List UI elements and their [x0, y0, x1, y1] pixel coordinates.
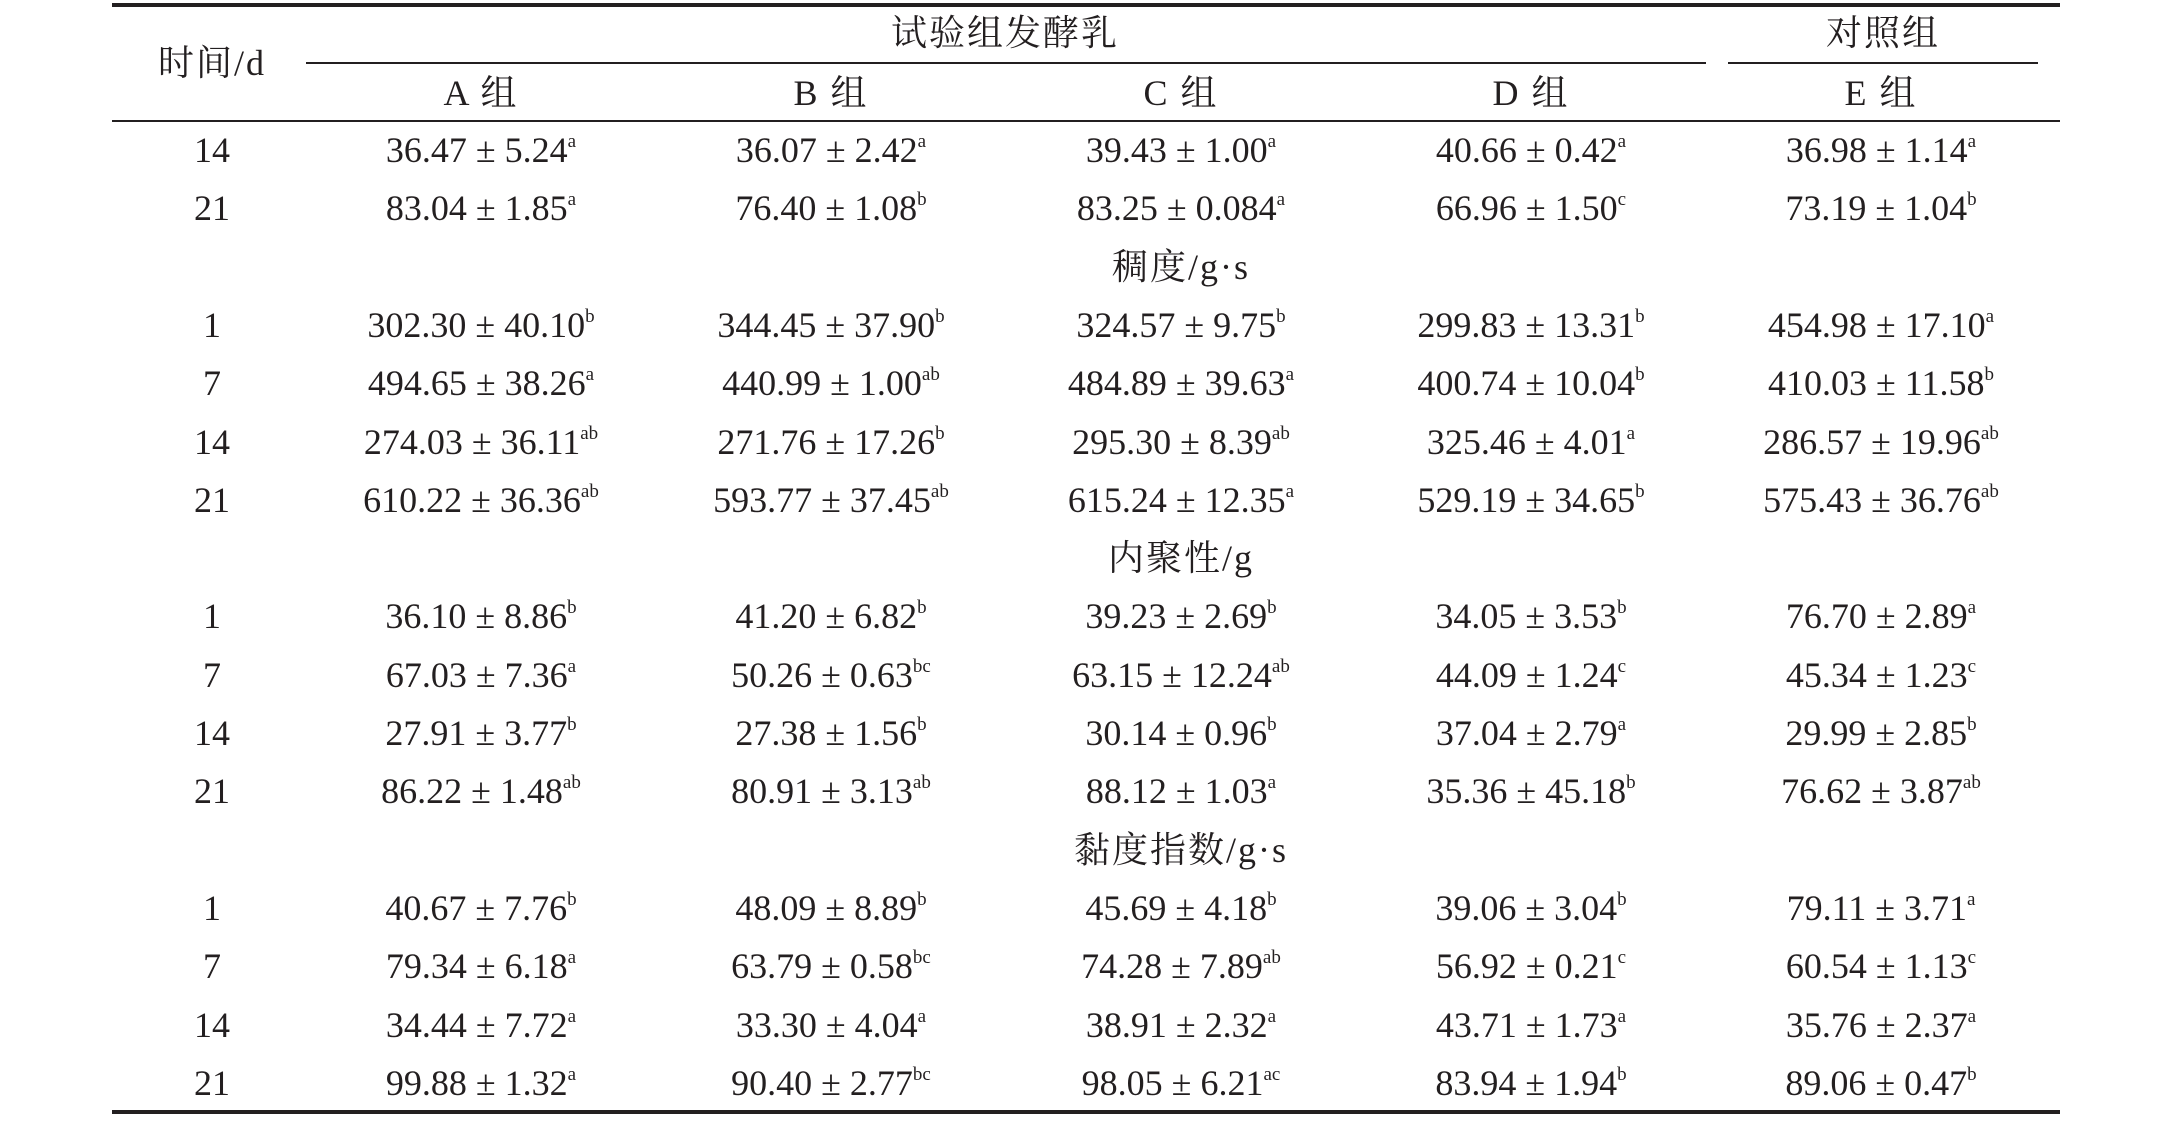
mean-sd-value: 41.20 ± 6.82: [735, 596, 918, 637]
value-cell: [735, 713, 926, 753]
mean-sd-value: 90.40 ± 2.77: [731, 1062, 913, 1103]
significance-letter: a: [1617, 1005, 1627, 1027]
value-cell: [368, 363, 594, 403]
value-cell: [1417, 305, 1644, 345]
day-cell: 1: [203, 887, 221, 928]
value-cell: [1436, 946, 1626, 986]
significance-letter: c: [1617, 189, 1627, 211]
value-cell: [1068, 480, 1294, 520]
significance-letter: c: [1617, 655, 1627, 677]
significance-letter: ab: [912, 772, 931, 794]
mean-sd-value: 36.47 ± 5.24: [385, 130, 568, 170]
value-cell: [1435, 1063, 1626, 1103]
value-cell: [1787, 888, 1976, 928]
mean-sd-value: 35.36 ± 45.18: [1426, 771, 1627, 812]
mean-sd-value: 410.03 ± 11.58: [1768, 363, 1985, 404]
mean-sd-value: 76.40 ± 1.08: [735, 188, 918, 229]
significance-letter: a: [1267, 131, 1277, 152]
mean-sd-value: 36.10 ± 8.86: [385, 596, 568, 637]
significance-letter: b: [1267, 714, 1277, 735]
value-cell: [735, 188, 926, 228]
significance-letter: a: [567, 947, 577, 969]
value-cell: [731, 655, 931, 695]
value-cell: [386, 946, 576, 986]
day-cell: 21: [194, 188, 230, 229]
value-cell: [735, 888, 926, 928]
value-cell: [1786, 655, 1976, 695]
mean-sd-value: 40.67 ± 7.76: [385, 887, 568, 928]
significance-letter: a: [1267, 1005, 1277, 1027]
mean-sd-value: 34.44 ± 7.72: [385, 1004, 568, 1045]
significance-letter: b: [567, 714, 577, 735]
day-cell: 14: [194, 1004, 230, 1045]
mean-sd-value: 36.07 ± 2.42: [735, 130, 918, 170]
value-cell: [367, 305, 594, 345]
significance-letter: a: [1617, 714, 1627, 735]
mean-sd-value: 286.57 ± 19.96: [1763, 421, 1981, 462]
significance-letter: ab: [921, 364, 940, 386]
significance-letter: b: [935, 422, 945, 444]
value-cell: [1436, 1005, 1626, 1045]
value-cell: [1085, 888, 1276, 928]
column-header-c: C 组: [1143, 73, 1219, 113]
significance-letter: b: [1635, 364, 1645, 386]
mean-sd-value: 27.38 ± 1.56: [735, 713, 918, 753]
value-cell: [1435, 596, 1626, 636]
significance-letter: b: [1626, 772, 1636, 794]
significance-letter: b: [917, 597, 927, 619]
day-cell: 21: [194, 771, 230, 812]
mean-sd-value: 344.45 ± 37.90: [717, 304, 936, 345]
value-cell: [1085, 596, 1276, 636]
significance-letter: b: [567, 888, 577, 910]
mean-sd-value: 63.79 ± 0.58: [731, 946, 913, 987]
value-cell: [1086, 1005, 1276, 1045]
mean-sd-value: 615.24 ± 12.35: [1067, 479, 1286, 520]
value-cell: [722, 363, 940, 403]
value-cell: [731, 771, 931, 811]
significance-letter: c: [1967, 947, 1977, 969]
significance-letter: b: [1276, 305, 1286, 327]
significance-letter: b: [1617, 1063, 1627, 1085]
mean-sd-value: 324.57 ± 9.75: [1076, 304, 1277, 345]
mean-sd-value: 88.12 ± 1.03: [1085, 771, 1268, 812]
significance-letter: a: [917, 131, 927, 152]
significance-letter: a: [585, 364, 595, 386]
significance-letter: ab: [580, 480, 599, 502]
significance-letter: a: [1967, 597, 1977, 619]
value-cell: [1786, 946, 1976, 986]
column-header-b: B 组: [793, 73, 869, 113]
mean-sd-value: 80.91 ± 3.13: [731, 771, 913, 812]
significance-letter: a: [567, 189, 577, 211]
significance-letter: ab: [1980, 480, 1999, 502]
day-cell: 14: [194, 421, 230, 462]
significance-letter: ab: [1962, 772, 1981, 794]
value-cell: [1082, 1063, 1281, 1103]
significance-letter: ac: [1263, 1063, 1281, 1085]
mean-sd-value: 74.28 ± 7.89: [1081, 946, 1263, 987]
value-cell: [1786, 1005, 1976, 1045]
mean-sd-value: 400.74 ± 10.04: [1417, 363, 1636, 404]
significance-letter: a: [917, 1005, 927, 1027]
mean-sd-value: 43.71 ± 1.73: [1435, 1004, 1618, 1045]
significance-letter: b: [585, 305, 595, 327]
significance-letter: b: [1635, 305, 1645, 327]
value-cell: [385, 713, 576, 753]
header-rule: [112, 120, 2060, 122]
significance-letter: ab: [580, 422, 599, 444]
value-cell: [1081, 946, 1281, 986]
value-cell: [364, 422, 598, 462]
significance-letter: a: [1967, 1005, 1977, 1027]
day-cell: 14: [194, 130, 230, 170]
mean-sd-value: 271.76 ± 17.26: [717, 421, 936, 462]
mean-sd-value: 50.26 ± 0.63: [731, 654, 913, 695]
value-cell: [1785, 713, 1976, 753]
control-group-header: 对照组: [1825, 13, 1941, 53]
value-cell: [386, 1063, 576, 1103]
significance-letter: b: [917, 189, 927, 211]
value-cell: [1436, 655, 1626, 695]
day-cell: 7: [203, 946, 221, 987]
value-cell: [731, 1063, 931, 1103]
mean-sd-value: 60.54 ± 1.13: [1785, 946, 1968, 987]
value-cell: [735, 596, 926, 636]
mean-sd-value: 610.22 ± 36.36: [363, 479, 581, 520]
value-cell: [717, 422, 944, 462]
value-cell: [1436, 713, 1626, 753]
experimental-group-underline: [306, 62, 1706, 64]
mean-sd-value: 83.25 ± 0.084: [1076, 188, 1277, 229]
value-cell: [1781, 771, 1981, 811]
mean-sd-value: 73.19 ± 1.04: [1785, 188, 1968, 229]
significance-letter: a: [567, 131, 577, 152]
significance-letter: a: [1985, 305, 1995, 327]
mean-sd-value: 44.09 ± 1.24: [1435, 654, 1618, 695]
mean-sd-value: 575.43 ± 36.76: [1763, 479, 1981, 520]
significance-letter: ab: [930, 480, 949, 502]
value-cell: [1417, 480, 1644, 520]
day-cell: 14: [194, 713, 230, 753]
value-cell: [1076, 305, 1285, 345]
value-cell: [386, 188, 576, 228]
mean-sd-value: 299.83 ± 13.31: [1417, 304, 1636, 345]
significance-letter: a: [567, 1063, 577, 1085]
mean-sd-value: 27.91 ± 3.77: [385, 713, 568, 753]
value-cell: [363, 480, 599, 520]
value-cell: [731, 946, 931, 986]
significance-letter: ab: [562, 772, 581, 794]
significance-letter: b: [1267, 597, 1277, 619]
value-cell: [1417, 363, 1644, 403]
significance-letter: b: [1967, 714, 1977, 735]
mean-sd-value: 593.77 ± 37.45: [713, 479, 931, 520]
significance-letter: a: [1285, 480, 1295, 502]
time-column-header: 时间/d: [157, 43, 267, 83]
value-cell: [1435, 888, 1626, 928]
value-cell: [1768, 305, 1994, 345]
significance-letter: a: [1617, 131, 1627, 152]
mean-sd-value: 302.30 ± 40.10: [367, 304, 586, 345]
mean-sd-value: 440.99 ± 1.00: [722, 363, 922, 404]
value-cell: [1785, 1063, 1976, 1103]
significance-letter: a: [1626, 422, 1636, 444]
value-cell: [1086, 130, 1276, 170]
mean-sd-value: 39.43 ± 1.00: [1085, 130, 1268, 170]
column-header-d: D 组: [1492, 73, 1570, 113]
significance-letter: ab: [1980, 422, 1999, 444]
value-cell: [1768, 363, 1994, 403]
mean-sd-value: 89.06 ± 0.47: [1785, 1062, 1968, 1103]
experimental-group-header: 试验组发酵乳: [890, 13, 1120, 53]
mean-sd-value: 34.05 ± 3.53: [1435, 596, 1618, 637]
value-cell: [386, 1005, 576, 1045]
mean-sd-value: 56.92 ± 0.21: [1435, 946, 1618, 987]
value-cell: [717, 305, 944, 345]
value-cell: [1763, 422, 1999, 462]
mean-sd-value: 63.15 ± 12.24: [1072, 654, 1272, 695]
significance-letter: a: [1276, 189, 1286, 211]
value-cell: [1086, 771, 1276, 811]
significance-letter: b: [935, 305, 945, 327]
mean-sd-value: 295.30 ± 8.39: [1072, 421, 1272, 462]
mean-sd-value: 48.09 ± 8.89: [735, 887, 918, 928]
significance-letter: a: [1285, 364, 1295, 386]
mean-sd-value: 494.65 ± 38.26: [367, 363, 586, 404]
value-cell: [1436, 130, 1626, 170]
value-cell: [1072, 422, 1290, 462]
significance-letter: a: [1966, 888, 1976, 910]
value-cell: [1072, 655, 1290, 695]
significance-letter: b: [567, 597, 577, 619]
section-title: 内聚性/g: [1107, 538, 1255, 579]
significance-letter: a: [1967, 131, 1977, 152]
significance-letter: b: [1967, 189, 1977, 211]
mean-sd-value: 40.66 ± 0.42: [1435, 130, 1618, 170]
value-cell: [1786, 130, 1976, 170]
significance-letter: a: [567, 1005, 577, 1027]
mean-sd-value: 83.94 ± 1.94: [1435, 1062, 1618, 1103]
value-cell: [736, 1005, 926, 1045]
value-cell: [713, 480, 949, 520]
significance-letter: b: [1617, 597, 1627, 619]
value-cell: [1763, 480, 1999, 520]
significance-letter: b: [1967, 1063, 1977, 1085]
mean-sd-value: 76.70 ± 2.89: [1785, 596, 1968, 637]
value-cell: [736, 130, 926, 170]
bottom-rule: [112, 1110, 2060, 1114]
value-cell: [1077, 188, 1285, 228]
mean-sd-value: 83.04 ± 1.85: [385, 188, 568, 229]
significance-letter: ab: [1271, 655, 1290, 677]
mean-sd-value: 484.89 ± 39.63: [1067, 363, 1286, 404]
significance-letter: b: [1984, 364, 1994, 386]
control-group-underline: [1728, 62, 2038, 64]
mean-sd-value: 79.11 ± 3.71: [1786, 887, 1967, 928]
section-title: 黏度指数/g·s: [1073, 829, 1289, 870]
mean-sd-value: 66.96 ± 1.50: [1435, 188, 1618, 229]
mean-sd-value: 30.14 ± 0.96: [1085, 713, 1268, 753]
mean-sd-value: 529.19 ± 34.65: [1417, 479, 1636, 520]
significance-letter: b: [917, 888, 927, 910]
value-cell: [1427, 422, 1635, 462]
mean-sd-value: 29.99 ± 2.85: [1785, 713, 1968, 753]
significance-letter: b: [1267, 888, 1277, 910]
mean-sd-value: 86.22 ± 1.48: [381, 771, 563, 812]
significance-letter: bc: [912, 1063, 931, 1085]
value-cell: [385, 888, 576, 928]
day-cell: 21: [194, 479, 230, 520]
day-cell: 1: [203, 596, 221, 637]
value-cell: [381, 771, 581, 811]
significance-letter: c: [1617, 947, 1627, 969]
value-cell: [1786, 596, 1976, 636]
day-cell: 7: [203, 654, 221, 695]
day-cell: 7: [203, 363, 221, 404]
value-cell: [1085, 713, 1276, 753]
day-cell: 21: [194, 1062, 230, 1103]
value-cell: [386, 130, 576, 170]
mean-sd-value: 79.34 ± 6.18: [385, 946, 568, 987]
significance-letter: a: [567, 655, 577, 677]
significance-letter: b: [1617, 888, 1627, 910]
value-cell: [1426, 771, 1635, 811]
significance-letter: c: [1967, 655, 1977, 677]
mean-sd-value: 45.34 ± 1.23: [1785, 654, 1968, 695]
significance-letter: ab: [1262, 947, 1281, 969]
significance-letter: b: [1635, 480, 1645, 502]
mean-sd-value: 36.98 ± 1.14: [1785, 130, 1968, 170]
significance-letter: a: [1267, 772, 1277, 794]
value-cell: [1436, 188, 1626, 228]
mean-sd-value: 67.03 ± 7.36: [385, 654, 568, 695]
value-cell: [386, 655, 576, 695]
day-cell: 1: [203, 304, 221, 345]
significance-letter: b: [917, 714, 927, 735]
mean-sd-value: 99.88 ± 1.32: [385, 1062, 568, 1103]
significance-letter: bc: [912, 947, 931, 969]
mean-sd-value: 98.05 ± 6.21: [1081, 1062, 1264, 1103]
column-header-a: A 组: [443, 73, 519, 113]
mean-sd-value: 37.04 ± 2.79: [1435, 713, 1618, 753]
significance-letter: ab: [1271, 422, 1290, 444]
mean-sd-value: 325.46 ± 4.01: [1426, 421, 1627, 462]
mean-sd-value: 76.62 ± 3.87: [1781, 771, 1963, 812]
value-cell: [1785, 188, 1976, 228]
mean-sd-value: 274.03 ± 36.11: [363, 421, 581, 462]
mean-sd-value: 38.91 ± 2.32: [1085, 1004, 1268, 1045]
value-cell: [1068, 363, 1294, 403]
mean-sd-value: 454.98 ± 17.10: [1767, 304, 1986, 345]
mean-sd-value: 39.06 ± 3.04: [1435, 887, 1618, 928]
mean-sd-value: 39.23 ± 2.69: [1085, 596, 1268, 637]
section-title: 稠度/g·s: [1111, 246, 1251, 287]
mean-sd-value: 35.76 ± 2.37: [1785, 1004, 1968, 1045]
mean-sd-value: 33.30 ± 4.04: [735, 1004, 918, 1045]
value-cell: [385, 596, 576, 636]
top-rule: [112, 3, 2060, 7]
mean-sd-value: 45.69 ± 4.18: [1085, 887, 1268, 928]
column-header-e: E 组: [1844, 73, 1918, 113]
significance-letter: bc: [912, 655, 931, 677]
